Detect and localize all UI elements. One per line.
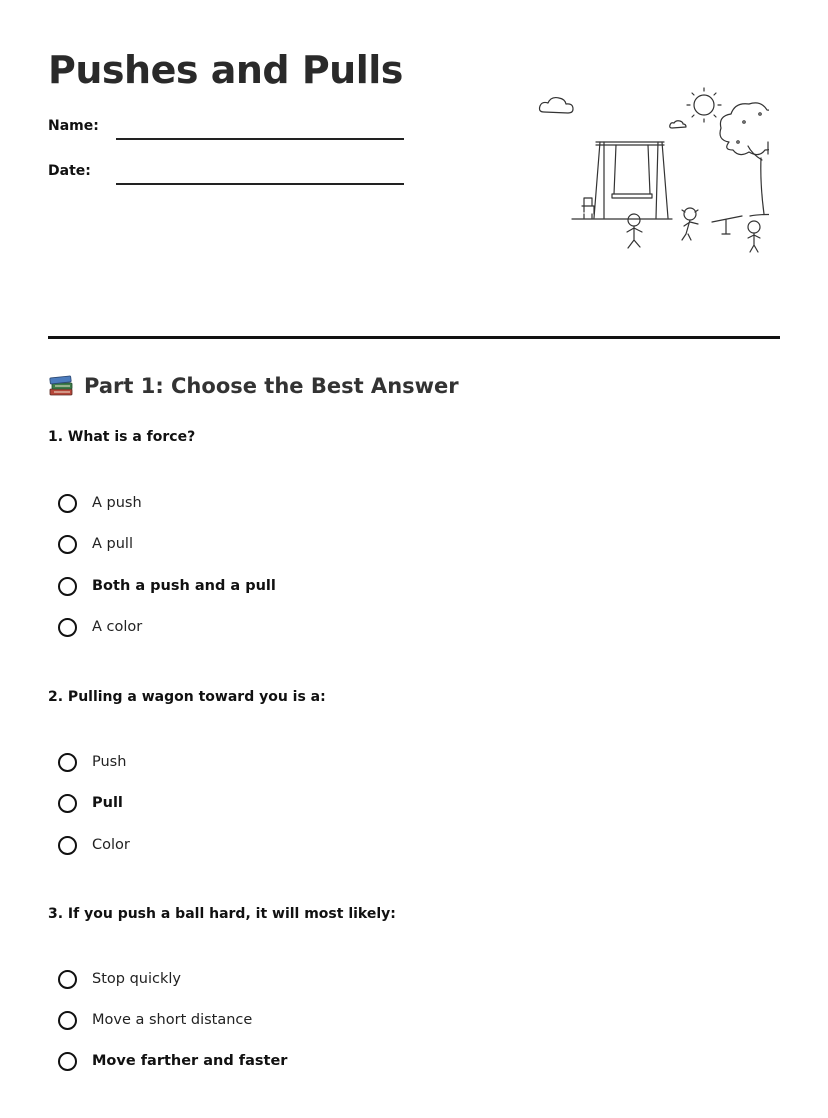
option-label: Pull <box>92 795 123 811</box>
child-icon <box>682 208 698 240</box>
option-label: Color <box>92 837 130 853</box>
date-field[interactable] <box>116 183 404 185</box>
q1-option-b[interactable] <box>58 531 133 557</box>
q1-option-c[interactable] <box>58 573 276 599</box>
q3-option-c[interactable] <box>58 1048 287 1074</box>
radio-button[interactable] <box>58 535 77 554</box>
q3-option-b[interactable] <box>58 1007 252 1033</box>
option-label: A pull <box>92 536 133 552</box>
radio-button[interactable] <box>58 494 77 513</box>
option-label: A color <box>92 619 143 635</box>
q2-option-c[interactable] <box>58 832 130 858</box>
question-1: 1. What is a force? <box>48 429 196 445</box>
page-title: Pushes and Pulls <box>48 48 403 92</box>
sun-icon <box>687 88 721 122</box>
radio-button[interactable] <box>58 970 77 989</box>
radio-button[interactable] <box>58 618 77 637</box>
option-label: Stop quickly <box>92 971 181 987</box>
q3-option-a[interactable] <box>58 966 181 992</box>
playground-illustration <box>524 82 769 257</box>
radio-button[interactable] <box>58 794 77 813</box>
option-label: Move a short distance <box>92 1012 253 1028</box>
books-icon <box>48 374 74 398</box>
radio-button[interactable] <box>58 577 77 596</box>
cloud-icon <box>540 98 574 113</box>
q2-option-a[interactable] <box>58 749 126 775</box>
child-icon <box>748 221 760 252</box>
radio-button[interactable] <box>58 1052 77 1071</box>
option-label: Move farther and faster <box>92 1053 288 1069</box>
radio-button[interactable] <box>58 1011 77 1030</box>
date-label: Date: <box>48 163 91 179</box>
q1-option-a[interactable] <box>58 490 142 516</box>
option-label: Push <box>92 754 127 770</box>
cloud-icon <box>670 121 686 128</box>
section-title <box>48 374 459 398</box>
option-label: A push <box>92 495 142 511</box>
q2-option-b[interactable] <box>58 790 123 816</box>
seesaw-icon <box>712 216 742 234</box>
radio-button[interactable] <box>58 836 77 855</box>
name-field[interactable] <box>116 138 404 140</box>
section-title-text: Part 1: Choose the Best Answer <box>84 374 459 398</box>
question-3: 3. If you push a ball hard, it will most likely: <box>48 906 396 922</box>
option-label: Both a push and a pull <box>92 578 276 594</box>
name-label: Name: <box>48 118 99 134</box>
radio-button[interactable] <box>58 753 77 772</box>
q1-option-d[interactable] <box>58 614 142 640</box>
swing-set-icon <box>594 142 668 218</box>
question-2: 2. Pulling a wagon toward you is a: <box>48 689 326 705</box>
divider <box>48 336 780 339</box>
tree-icon <box>720 103 769 216</box>
